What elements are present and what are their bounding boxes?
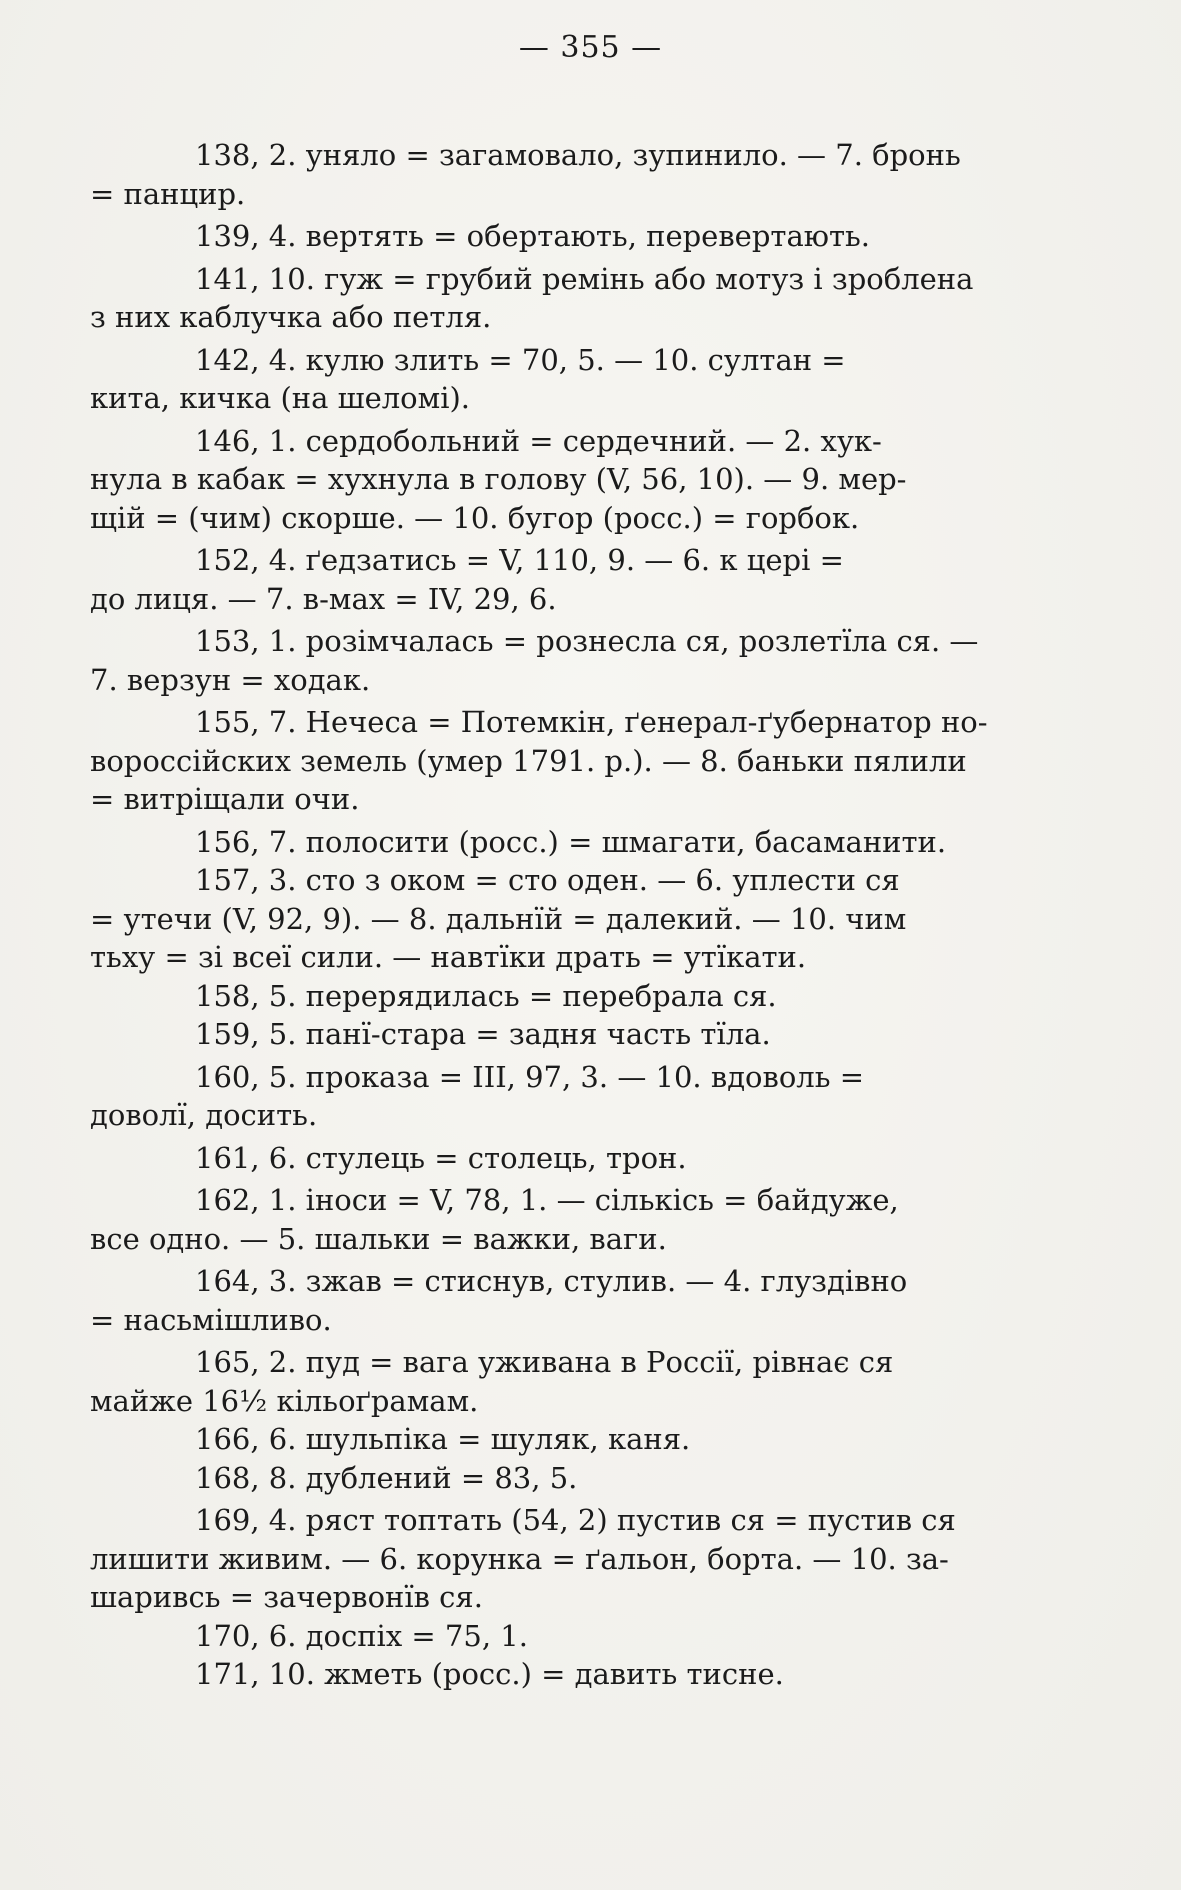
glossary-entry bbox=[90, 136, 1080, 213]
glossary-notes bbox=[90, 136, 1080, 1694]
entry-line: 7. верзун = ходак. bbox=[90, 662, 371, 697]
entry-line: до лиця. — 7. в-мах = IV, 29, 6. bbox=[90, 581, 557, 616]
entry-line: 139, 4. вертять = обертають, перевертають. bbox=[195, 219, 871, 253]
entry-line: 156, 7. полосити (росс.) = шмагати, басаманити. bbox=[195, 824, 947, 859]
glossary-entry bbox=[90, 1139, 1080, 1178]
glossary-entry bbox=[90, 703, 1080, 819]
entry-line: 138, 2. уняло = загамовало, зупинило. — 7. бронь bbox=[195, 138, 961, 172]
glossary-entry bbox=[90, 1262, 1080, 1339]
entry-line: = утечи (V, 92, 9). — 8. дальнїй = далекий. — 10. чим bbox=[90, 901, 907, 936]
entry-line: 162, 1. іноси = V, 78, 1. — сількісь = байдуже, bbox=[195, 1183, 899, 1217]
entry-line: лишити живим. — 6. корунка = ґальон, борта. — 10. за- bbox=[90, 1541, 949, 1576]
glossary-entry bbox=[90, 1501, 1080, 1617]
entry-line: 158, 5. перерядилась = перебрала ся. bbox=[195, 978, 777, 1013]
entry-line: тьху = зі всеї сили. — навтїки драть = утїкати. bbox=[90, 940, 807, 974]
entry-line: 161, 6. стулець = столець, трон. bbox=[195, 1140, 687, 1175]
glossary-entry bbox=[90, 341, 1080, 418]
entry-line: 160, 5. проказа = III, 97, 3. — 10. вдоволь = bbox=[195, 1059, 865, 1094]
glossary-entry bbox=[90, 541, 1080, 618]
entry-line: 142, 4. кулю злить = 70, 5. — 10. султан = bbox=[195, 342, 846, 377]
glossary-entry bbox=[90, 861, 1080, 977]
glossary-entry bbox=[90, 1015, 1080, 1054]
entry-line: 170, 6. доспіх = 75, 1. bbox=[195, 1618, 528, 1653]
entry-line: 152, 4. ґедзатись = V, 110, 9. — 6. к цері = bbox=[195, 543, 844, 577]
glossary-entry bbox=[90, 260, 1080, 337]
glossary-entry bbox=[90, 422, 1080, 538]
glossary-entry bbox=[90, 622, 1080, 699]
glossary-entry bbox=[90, 1343, 1080, 1420]
entry-line: 155, 7. Нечеса = Потемкін, ґенерал-ґубернатор но- bbox=[195, 705, 988, 739]
entry-line: 146, 1. сердобольний = сердечний. — 2. хук- bbox=[195, 423, 882, 458]
entry-line: 165, 2. пуд = вага уживана в Россії, рівнає ся bbox=[195, 1345, 894, 1379]
entry-line: з них каблучка або петля. bbox=[90, 300, 492, 334]
glossary-entry bbox=[90, 1181, 1080, 1258]
entry-line: щій = (чим) скорше. — 10. бугор (росс.) = горбок. bbox=[90, 500, 860, 535]
entry-line: 153, 1. розімчалась = рознесла ся, розлетїла ся. — bbox=[195, 624, 979, 658]
entry-line: шаривсь = зачервонїв ся. bbox=[90, 1580, 483, 1614]
glossary-entry bbox=[90, 1420, 1080, 1459]
entry-line: кита, кичка (на шеломі). bbox=[90, 381, 471, 415]
glossary-entry bbox=[90, 217, 1080, 256]
glossary-entry bbox=[90, 823, 1080, 862]
entry-line: = насьмішливо. bbox=[90, 1302, 332, 1337]
entry-line: 141, 10. гуж = грубий ремінь або мотуз і зроблена bbox=[195, 261, 974, 296]
glossary-entry bbox=[90, 1058, 1080, 1135]
entry-line: 164, 3. зжав = стиснув, стулив. — 4. глуздівно bbox=[195, 1264, 908, 1298]
entry-line: = панцир. bbox=[90, 176, 246, 211]
entry-line: 169, 4. ряст топтать (54, 2) пустив ся = пустив ся bbox=[195, 1503, 956, 1537]
entry-line: доволї, досить. bbox=[90, 1098, 318, 1132]
glossary-entry bbox=[90, 1655, 1080, 1694]
entry-line: 168, 8. дублений = 83, 5. bbox=[195, 1460, 578, 1495]
page-number: — 355 — bbox=[518, 30, 663, 65]
glossary-entry bbox=[90, 977, 1080, 1016]
entry-line: 157, 3. сто з оком = сто оден. — 6. уплести ся bbox=[195, 863, 900, 897]
glossary-entry bbox=[90, 1617, 1080, 1656]
entry-line: все одно. — 5. шальки = важки, ваги. bbox=[90, 1221, 667, 1256]
entry-line: майже 16½ кільоґрамам. bbox=[90, 1383, 479, 1418]
glossary-entry bbox=[90, 1459, 1080, 1498]
entry-line: 159, 5. панї-стара = задня часть тїла. bbox=[195, 1017, 771, 1051]
entry-line: = витріщали очи. bbox=[90, 782, 360, 816]
entry-line: вороссійских земель (умер 1791. р.). — 8. баньки пялили bbox=[90, 743, 967, 778]
entry-line: 166, 6. шульпіка = шуляк, каня. bbox=[195, 1422, 691, 1456]
entry-line: нула в кабак = хухнула в голову (V, 56, 10). — 9. мер- bbox=[90, 462, 907, 496]
entry-line: 171, 10. жметь (росс.) = давить тисне. bbox=[195, 1657, 784, 1691]
